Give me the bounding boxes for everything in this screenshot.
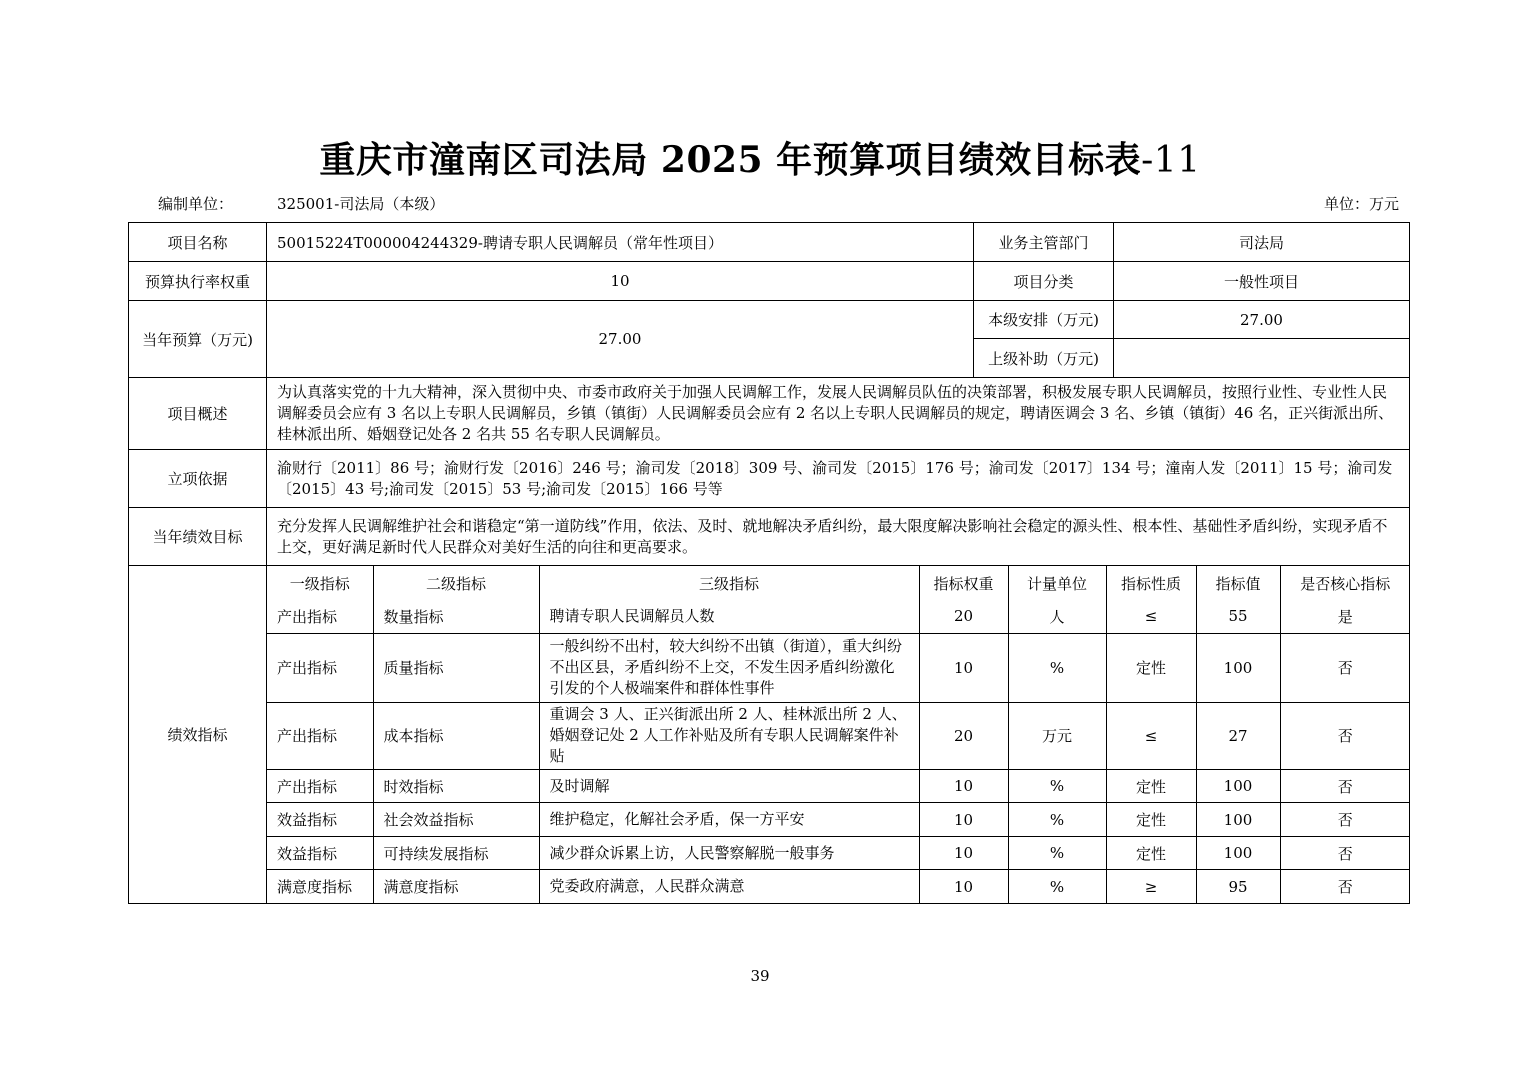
budget-value: 27.00: [267, 301, 974, 378]
header-nature: 指标性质: [1106, 566, 1196, 600]
indicator-cell-level3: 减少群众诉累上访，人民警察解脱一般事务: [539, 837, 919, 870]
indicator-cell-value: 55: [1196, 600, 1280, 633]
dept-label: 业务主管部门: [974, 223, 1114, 262]
indicator-cell-weight: 20: [919, 600, 1008, 633]
indicator-cell-value: 100: [1196, 633, 1280, 702]
indicator-cell-core: 是: [1280, 600, 1410, 633]
budget-label: 当年预算（万元): [129, 301, 267, 378]
header-value: 指标值: [1196, 566, 1280, 600]
goal-label: 当年绩效目标: [129, 508, 267, 566]
indicator-row: [267, 600, 1410, 633]
category-label: 项目分类: [974, 262, 1114, 301]
indicator-cell-level1: 产出指标: [267, 600, 373, 633]
project-name-value: 50015224T000004244329-聘请专职人民调解员（常年性项目）: [267, 223, 974, 262]
indicator-cell-level3: 重调会 3 人、正兴街派出所 2 人、桂林派出所 2 人、婚姻登记处 2 人工作补贴及所有专职人民调解案件补贴: [539, 702, 919, 769]
header-level3: 三级指标: [539, 566, 919, 600]
indicator-cell-level2: 质量指标: [373, 633, 539, 702]
indicator-cell-core: 否: [1280, 803, 1410, 837]
currency-note: 单位：万元: [1323, 195, 1399, 213]
indicator-cell-level2: 满意度指标: [373, 870, 539, 903]
indicator-cell-level3: 党委政府满意，人民群众满意: [539, 870, 919, 903]
performance-table: [128, 222, 1410, 904]
indicator-cell-level2: 时效指标: [373, 770, 539, 803]
indicator-cell-value: 27: [1196, 702, 1280, 769]
indicator-cell-level1: 效益指标: [267, 803, 373, 837]
header-weight: 指标权重: [919, 566, 1008, 600]
local-value: 27.00: [1114, 301, 1410, 339]
indicator-cell-weight: 10: [919, 770, 1008, 803]
indicator-row: [267, 702, 1410, 769]
indicator-cell-nature: ≥: [1106, 870, 1196, 903]
indicator-cell-unit: %: [1008, 770, 1106, 803]
indicator-cell-nature: ≤: [1106, 600, 1196, 633]
indicator-cell-weight: 10: [919, 870, 1008, 903]
indicator-cell-level2: 成本指标: [373, 702, 539, 769]
category-value: 一般性项目: [1114, 262, 1410, 301]
indicator-cell-level2: 可持续发展指标: [373, 837, 539, 870]
indicator-cell-core: 否: [1280, 702, 1410, 769]
upper-value: [1114, 339, 1410, 378]
indicator-cell-nature: 定性: [1106, 770, 1196, 803]
indicator-cell-unit: %: [1008, 633, 1106, 702]
exec-weight-label: 预算执行率权重: [129, 262, 267, 301]
overview-label: 项目概述: [129, 378, 267, 450]
indicator-header-row: [267, 566, 1410, 600]
indicator-cell-level1: 产出指标: [267, 770, 373, 803]
indicator-row: [267, 633, 1410, 702]
indicator-cell-level3: 聘请专职人民调解员人数: [539, 600, 919, 633]
indicator-cell-weight: 10: [919, 837, 1008, 870]
indicator-cell-level3: 一般纠纷不出村，较大纠纷不出镇（街道），重大纠纷不出区县，矛盾纠纷不上交，不发生因矛盾纠纷激化引发的个人极端案件和群体性事件: [539, 633, 919, 702]
header-level1: 一级指标: [267, 566, 373, 600]
indicator-row: [267, 770, 1410, 803]
indicator-cell-value: 100: [1196, 770, 1280, 803]
indicator-cell-unit: %: [1008, 837, 1106, 870]
indicator-cell-core: 否: [1280, 633, 1410, 702]
indicator-cell-unit: 万元: [1008, 702, 1106, 769]
indicator-cell-weight: 10: [919, 633, 1008, 702]
basis-value: 渝财行〔2011〕86 号；渝财行发〔2016〕246 号；渝司发〔2018〕309 号、渝司发〔2015〕176 号；渝司发〔2017〕134 号；潼南人发〔2011〕15 号；渝司发〔2015〕43 号;渝司发〔2015〕53 号;渝司发〔2015〕166 号等: [267, 450, 1410, 508]
indicator-cell-nature: 定性: [1106, 803, 1196, 837]
local-label: 本级安排（万元): [974, 301, 1114, 339]
indicator-row: [267, 870, 1410, 903]
exec-weight-value: 10: [267, 262, 974, 301]
indicator-cell-weight: 10: [919, 803, 1008, 837]
header-unit: 计量单位: [1008, 566, 1106, 600]
indicator-cell-nature: 定性: [1106, 633, 1196, 702]
page-number: 39: [750, 967, 770, 985]
indicator-cell-core: 否: [1280, 870, 1410, 903]
overview-value: 为认真落实党的十九大精神，深入贯彻中央、市委市政府关于加强人民调解工作，发展人民调解员队伍的决策部署，积极发展专职人民调解员，按照行业性、专业性人民调解委员会应有 3 名以上专职人民调解员，乡镇（镇街）人民调解委员会应有 2 名以上专职人民调解员的规定，聘请医调会 3 名、乡镇（镇街）46 名，正兴街派出所、桂林派出所、婚姻登记处各 2 名共 55 名专职人民调解员。: [267, 378, 1410, 450]
goal-value: 充分发挥人民调解维护社会和谐稳定“第一道防线”作用，依法、及时、就地解决矛盾纠纷，最大限度解决影响社会稳定的源头性、根本性、基础性矛盾纠纷，实现矛盾不上交，更好满足新时代人民群众对美好生活的向往和更高要求。: [267, 508, 1410, 566]
indicator-cell-level1: 满意度指标: [267, 870, 373, 903]
unit-label: 编制单位：: [158, 195, 234, 213]
indicator-cell-level2: 数量指标: [373, 600, 539, 633]
indicator-cell-value: 100: [1196, 803, 1280, 837]
indicator-cell-level1: 效益指标: [267, 837, 373, 870]
header-level2: 二级指标: [373, 566, 539, 600]
indicator-cell-core: 否: [1280, 770, 1410, 803]
unit-value: 325001-司法局（本级）: [277, 195, 445, 213]
indicator-cell-nature: ≤: [1106, 702, 1196, 769]
document-title: 重庆市潼南区司法局 2025 年预算项目绩效目标表-11: [319, 139, 1201, 181]
indicator-cell-level1: 产出指标: [267, 633, 373, 702]
indicator-cell-value: 95: [1196, 870, 1280, 903]
dept-value: 司法局: [1114, 223, 1410, 262]
indicator-cell-level3: 维护稳定，化解社会矛盾，保一方平安: [539, 803, 919, 837]
indicator-cell-unit: 人: [1008, 600, 1106, 633]
indicator-cell-core: 否: [1280, 837, 1410, 870]
indicator-cell-unit: %: [1008, 803, 1106, 837]
perf-label: 绩效指标: [129, 566, 267, 904]
upper-label: 上级补助（万元): [974, 339, 1114, 378]
indicator-table: [267, 566, 1410, 903]
indicator-cell-nature: 定性: [1106, 837, 1196, 870]
indicator-cell-unit: %: [1008, 870, 1106, 903]
basis-label: 立项依据: [129, 450, 267, 508]
indicator-cell-level3: 及时调解: [539, 770, 919, 803]
indicator-cell-level2: 社会效益指标: [373, 803, 539, 837]
indicator-cell-value: 100: [1196, 837, 1280, 870]
indicator-row: [267, 803, 1410, 837]
header-core: 是否核心指标: [1280, 566, 1410, 600]
indicator-row: [267, 837, 1410, 870]
indicator-cell-weight: 20: [919, 702, 1008, 769]
project-name-label: 项目名称: [129, 223, 267, 262]
indicator-cell-level1: 产出指标: [267, 702, 373, 769]
